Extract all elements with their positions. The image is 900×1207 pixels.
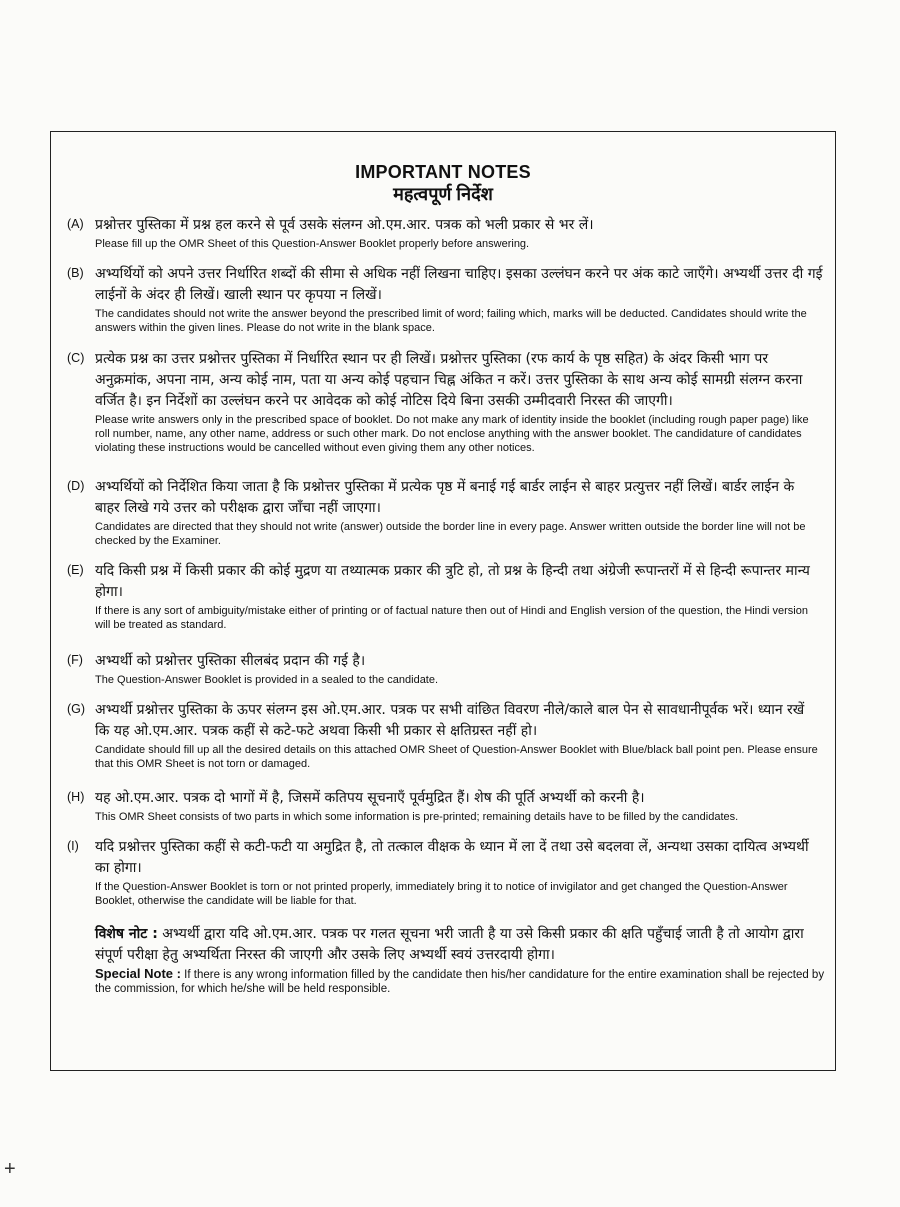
note-b [67, 264, 823, 335]
note-hindi: अभ्यर्थियों को अपने उत्तर निर्धारित शब्दों की सीमा से अधिक नहीं लिखना चाहिए। इसका उल्लंघन करने पर अंक काटे जाएँगे। अभ्यर्थी उत्तर दी गई लाईनों के अंदर ही लिखें। खाली स्थान पर कृपया न लिखें। [95, 266, 823, 303]
notes-box [50, 131, 836, 1071]
note-english: The candidates should not write the answer beyond the prescribed limit of word; failing which, marks will be deducted. Candidates should write the answers within the given lines. Please do not write in the blank space. [95, 308, 807, 334]
special-note-english-label: Special Note : [95, 966, 181, 981]
note-english: This OMR Sheet consists of two parts in which some information is pre-printed; remaining details have to be filled by the candidates. [95, 811, 739, 823]
note-letter: (G) [67, 702, 86, 716]
note-hindi: यदि किसी प्रश्न में किसी प्रकार की कोई मुद्रण या तथ्यात्मक प्रकार की त्रुटि हो, तो प्रश्न के हिन्दी तथा अंग्रेजी रूपान्तरों में से हिन्दी रूपान्तर मान्य होगा। [95, 563, 810, 600]
registration-mark: + [4, 1158, 16, 1180]
title-english: IMPORTANT NOTES [355, 162, 531, 182]
note-e [67, 561, 823, 632]
note-hindi: यदि प्रश्नोत्तर पुस्तिका कहीं से कटी-फटी या अमुद्रित है, तो तत्काल वीक्षक के ध्यान में ला दें तथा उसे बदलवा लें, अन्यथा उसका दायित्व अभ्यर्थी का होगा। [95, 839, 809, 876]
note-letter: (D) [67, 479, 85, 493]
special-note-hindi [95, 924, 825, 966]
special-note-hindi-text: अभ्यर्थी द्वारा यदि ओ.एम.आर. पत्रक पर गलत सूचना भरी जाती है या उसे किसी प्रकार की क्षति पहुँचाई जाती है तो आयोग द्वारा संपूर्ण परीक्षा हेतु अभ्यर्थिता निरस्त की जाएगी और उसके लिए अभ्यर्थी स्वयं उत्तरदायी होगा। [95, 926, 804, 963]
note-hindi: यह ओ.एम.आर. पत्रक दो भागों में है, जिसमें कतिपय सूचनाएँ पूर्वमुद्रित हैं। शेष की पूर्ति अभ्यर्थी को करनी है। [95, 790, 645, 806]
special-note-english [95, 967, 825, 996]
note-english: Candidate should fill up all the desired details on this attached OMR Sheet of Question-Answer Booklet with Blue/black ball point pen. Please ensure that this OMR Sheet is not torn or damaged. [95, 744, 818, 770]
note-letter: (I) [67, 839, 79, 853]
note-english: Please write answers only in the prescribed space of booklet. Do not make any mark of identity inside the booklet (including rough paper page) like roll number, name, any other name, address or such other mark. Do not enclose anything with the answer booklet. The candidature of candidates violating these instructions would be cancelled without even giving them any other notices. [95, 414, 809, 454]
note-hindi: अभ्यर्थियों को निर्देशित किया जाता है कि प्रश्नोत्तर पुस्तिका में प्रत्येक पृष्ठ में बनाई गई बार्डर लाईन से बाहर प्रत्युत्तर नहीं लिखें। बार्डर लाईन के बाहर लिखे गये उत्तर को परीक्षक द्वारा जाँचा नहीं जाएगा। [95, 479, 795, 516]
note-english: If there is any sort of ambiguity/mistake either of printing or of factual nature then out of Hindi and English version of the question, the Hindi version will be treated as standard. [95, 605, 808, 631]
note-english: Candidates are directed that they should not write (answer) outside the border line in every page. Answer written outside the border line will not be checked by the Examiner. [95, 521, 806, 547]
note-letter: (C) [67, 351, 85, 365]
note-english: If the Question-Answer Booklet is torn or not printed properly, immediately bring it to notice of invigilator and get changed the Question-Answer Booklet, otherwise the candidate will be liable for that. [95, 881, 788, 907]
note-english: Please fill up the OMR Sheet of this Question-Answer Booklet properly before answering. [95, 238, 530, 250]
note-c [67, 349, 823, 455]
note-hindi: प्रश्नोत्तर पुस्तिका में प्रश्न हल करने से पूर्व उसके संलग्न ओ.एम.आर. पत्रक को भली प्रकार से भर लें। [95, 217, 594, 233]
title-hindi: महत्वपूर्ण निर्देश [393, 184, 493, 204]
note-hindi: अभ्यर्थी को प्रश्नोत्तर पुस्तिका सीलबंद प्रदान की गई है। [95, 653, 366, 669]
note-d [67, 477, 823, 548]
note-hindi: अभ्यर्थी प्रश्नोत्तर पुस्तिका के ऊपर संलग्न इस ओ.एम.आर. पत्रक पर सभी वांछित विवरण नीले/काले बाल पेन से सावधानीपूर्वक भरें। ध्यान रखें कि यह ओ.एम.आर. पत्रक कहीं से कटे-फटे अथवा किसी भी प्रकार से क्षतिग्रस्त नहीं हो। [95, 702, 805, 739]
special-note-hindi-label: विशेष नोट : [95, 926, 158, 942]
special-note-english-text: If there is any wrong information filled by the candidate then his/her candidature for the entire examination shall be rejected by the commission, for which he/she will be held responsible. [95, 969, 825, 995]
note-letter: (E) [67, 563, 84, 577]
note-letter: (F) [67, 653, 83, 667]
note-letter: (B) [67, 266, 84, 280]
note-letter: (A) [67, 217, 84, 231]
note-english: The Question-Answer Booklet is provided in a sealed to the candidate. [95, 674, 439, 686]
note-a [67, 215, 823, 251]
note-f [67, 651, 823, 687]
note-g [67, 700, 823, 771]
note-letter: (H) [67, 790, 85, 804]
note-h [67, 788, 823, 824]
note-i [67, 837, 823, 908]
special-note [95, 924, 825, 996]
note-hindi: प्रत्येक प्रश्न का उत्तर प्रश्नोत्तर पुस्तिका में निर्धारित स्थान पर ही लिखें। प्रश्नोत्तर पुस्तिका (रफ कार्य के पृष्ठ सहित) के अंदर किसी भाग पर अनुक्रमांक, अपना नाम, अन्य कोई नाम, पता या अन्य कोई पहचान चिह्न अंकित न करें। उत्तर पुस्तिका के साथ अन्य कोई सामग्री संलग्न करना वर्जित है। इन निर्देशों का उल्लंघन करने पर आवेदक को कोई नोटिस दिये बिना उसकी उम्मीदवारी निरस्त की जाएगी। [95, 351, 803, 409]
